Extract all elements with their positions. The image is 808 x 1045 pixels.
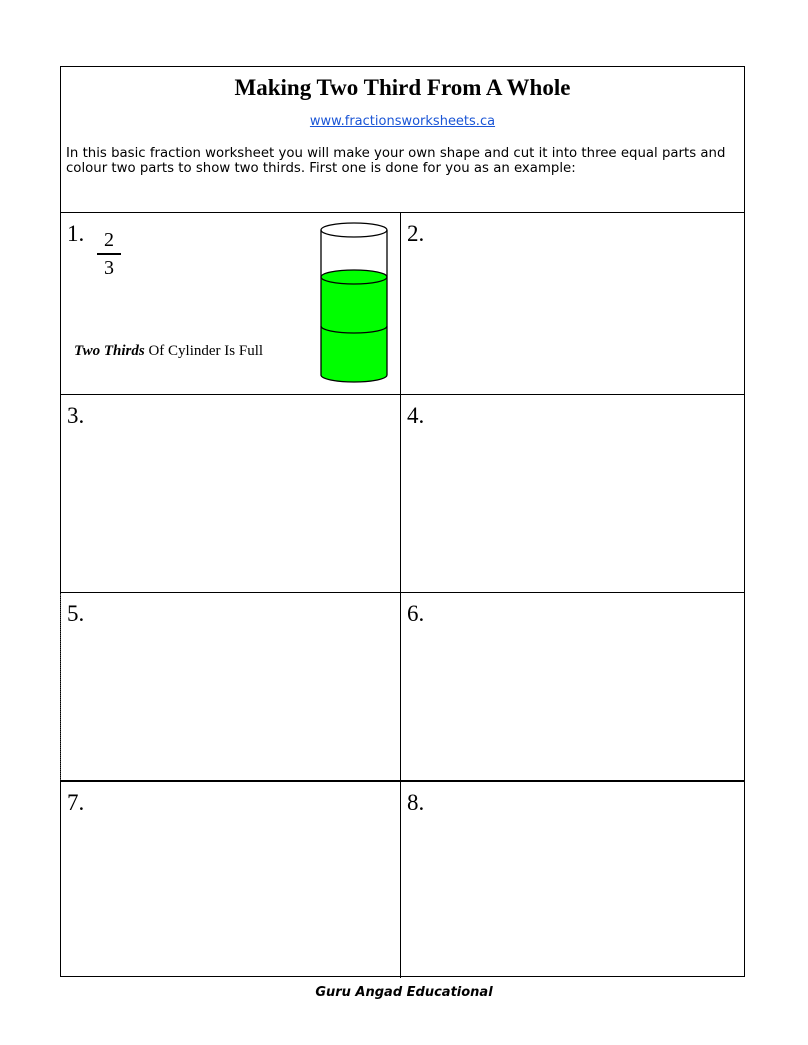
answer-cell-2[interactable] [401,213,746,394]
worksheet-header [61,67,744,213]
answer-cell-3[interactable] [61,395,400,592]
cell-number: 4. [407,403,425,428]
answer-cell-8[interactable] [401,782,746,978]
answer-cell-6[interactable] [401,593,746,780]
page-title: Making Two Third From A Whole [234,75,571,100]
footer-credit: Guru Angad Educational [315,985,493,1000]
caption-emphasis: Two Thirds [74,343,145,359]
cell-number: 7. [67,790,85,815]
cell-number: 6. [407,601,425,626]
caption-rest: Of Cylinder Is Full [144,343,264,359]
fraction-two-thirds [97,229,121,279]
cell-number: 5. [67,601,85,626]
cell-number: 1. [67,221,85,246]
example-caption [74,343,263,360]
fraction-denominator: 3 [104,257,114,279]
fraction-bar [97,253,121,255]
instructions-text: In this basic fraction worksheet you will make your own shape and cut it into three equal parts and colour two parts to show two thirds. First one is done for you as an example: [66,146,726,176]
answer-cell-7[interactable] [61,782,400,978]
fraction-numerator: 2 [104,229,114,251]
cylinder-icon [319,221,389,385]
website-link[interactable]: www.fractionsworksheets.ca [309,114,496,129]
answer-cell-5[interactable] [61,593,400,780]
cell-number: 2. [407,221,425,246]
example-cell [61,213,400,394]
cell-number: 8. [407,790,425,815]
worksheet-frame [60,66,745,977]
answer-cell-4[interactable] [401,395,746,592]
cell-number: 3. [67,403,85,428]
